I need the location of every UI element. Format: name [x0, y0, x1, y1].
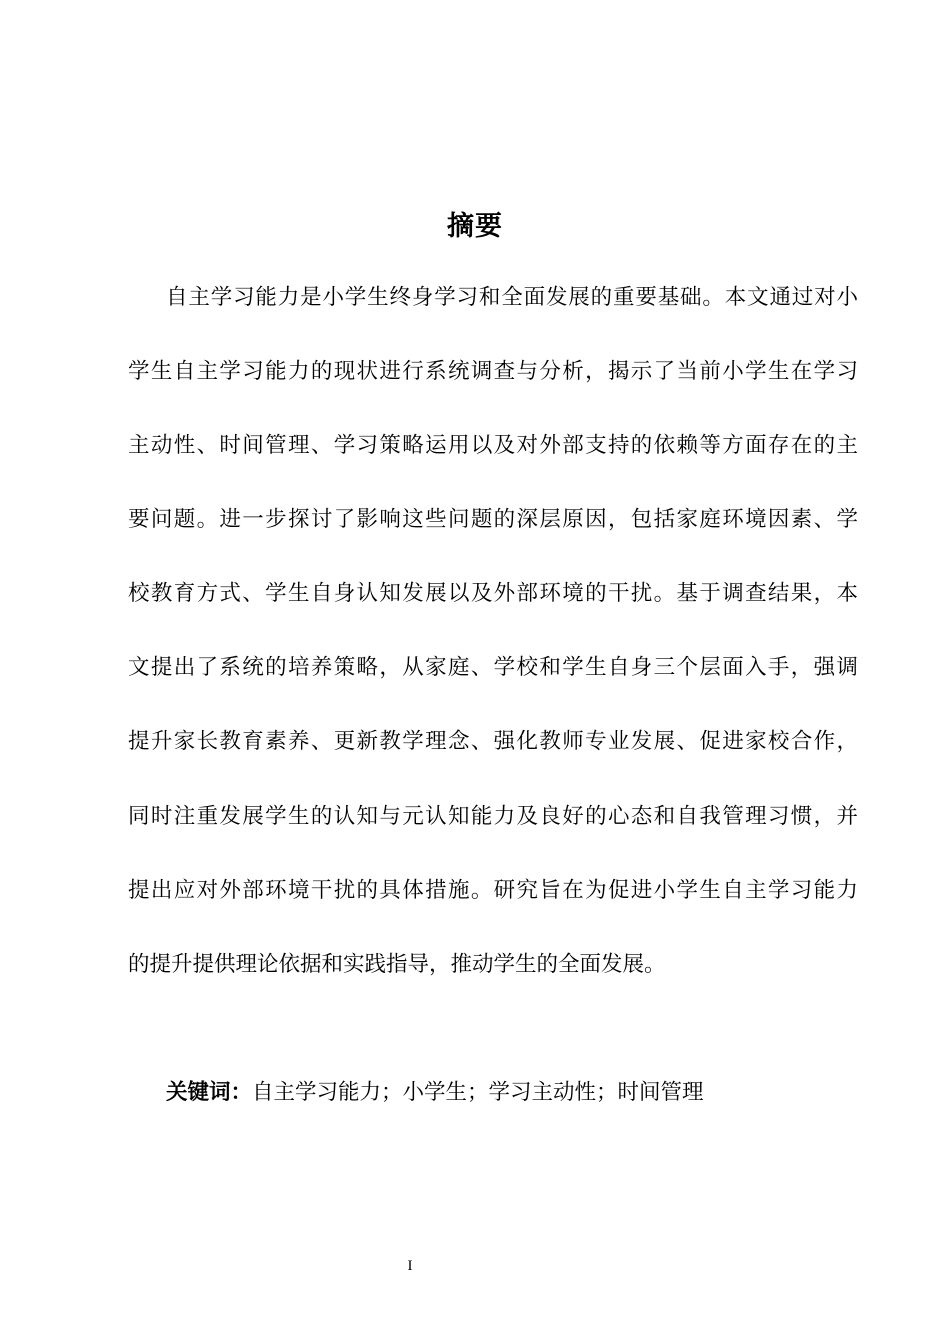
page-number: I: [407, 1258, 413, 1274]
abstract-line-8: 同时注重发展学生的认知与元认知能力及良好的心态和自我管理习惯，并: [128, 804, 858, 829]
abstract-line-6: 文提出了系统的培养策略，从家庭、学校和学生自身三个层面入手，强调: [128, 655, 858, 680]
keywords-list: 自主学习能力；小学生；学习主动性；时间管理: [252, 1080, 704, 1105]
abstract-line-5: 校教育方式、学生自身认知发展以及外部环境的干扰。基于调查结果，本: [128, 581, 858, 606]
abstract-line-7: 提升家长教育素养、更新教学理念、强化教师专业发展、促进家校合作，: [128, 729, 858, 754]
abstract-line-4: 要问题。进一步探讨了影响这些问题的深层原因，包括家庭环境因素、学: [128, 507, 858, 532]
abstract-line-2: 学生自主学习能力的现状进行系统调查与分析，揭示了当前小学生在学习: [128, 359, 858, 384]
abstract-line-3: 主动性、时间管理、学习策略运用以及对外部支持的依赖等方面存在的主: [128, 433, 858, 458]
keywords-label: 关键词：: [166, 1080, 253, 1105]
abstract-line-1: 自主学习能力是小学生终身学习和全面发展的重要基础。本文通过对小: [166, 285, 858, 310]
abstract-line-10: 的提升提供理论依据和实践指导，推动学生的全面发展。: [128, 952, 666, 977]
page-title: 摘要: [447, 211, 503, 242]
keywords: [166, 1078, 704, 1108]
abstract-line-9: 提出应对外部环境干扰的具体措施。研究旨在为促进小学生自主学习能力: [128, 878, 858, 903]
